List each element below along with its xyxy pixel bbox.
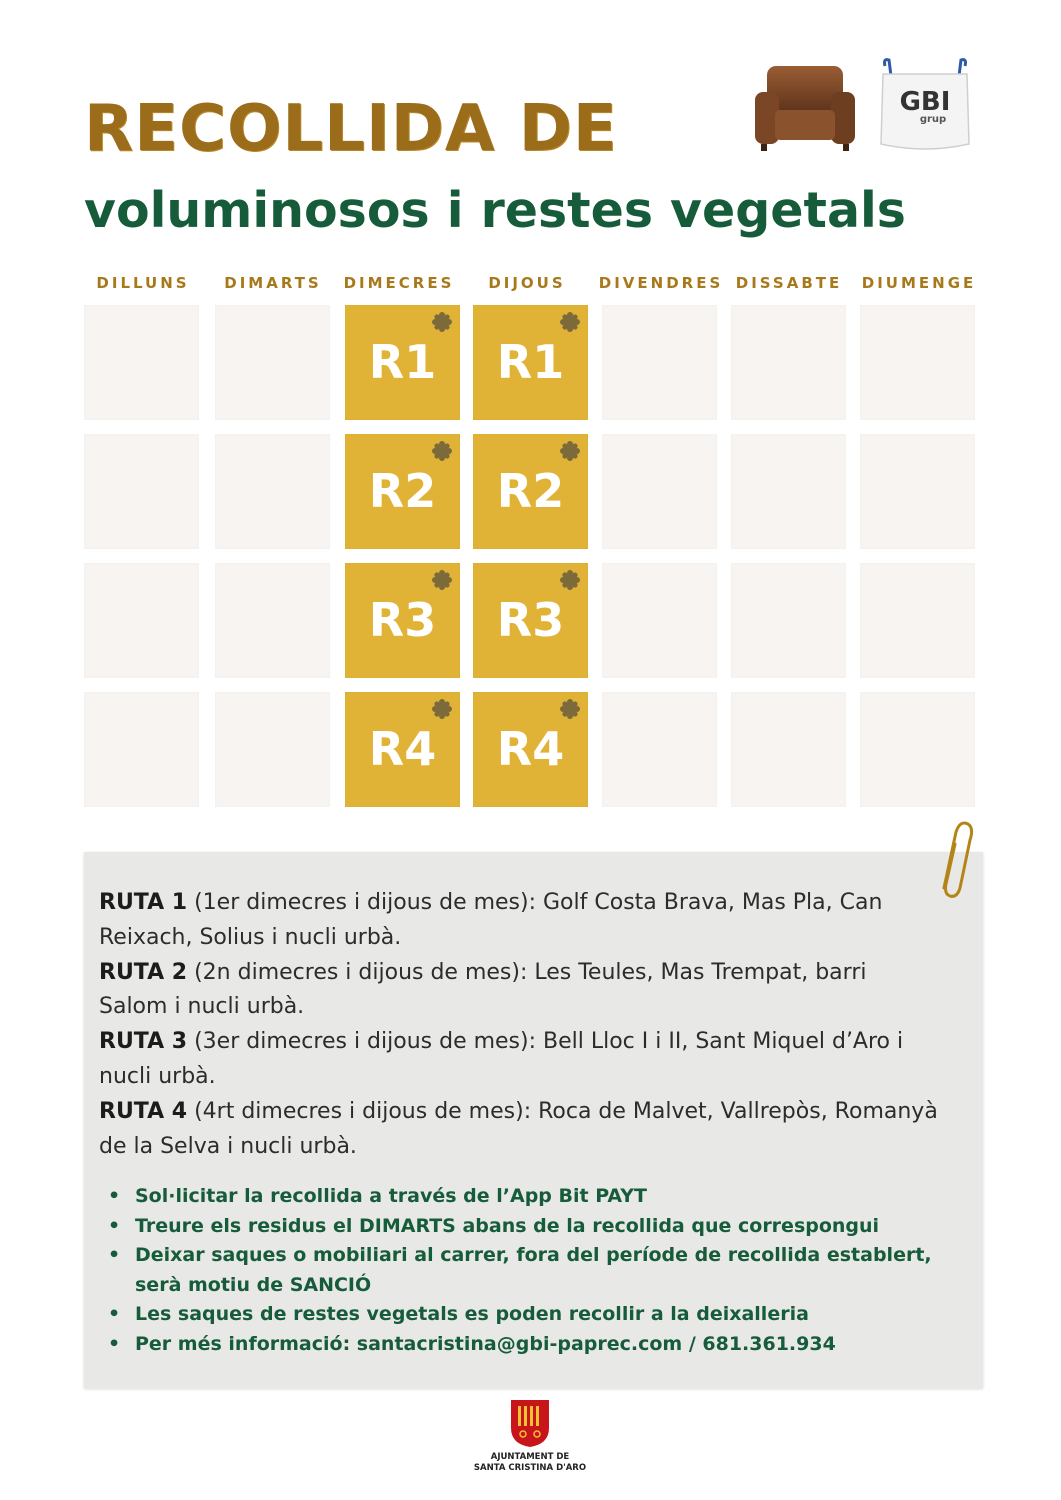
empty-day-cell xyxy=(84,563,199,678)
notes-list xyxy=(108,1182,968,1359)
gbi-logo-sub: grup xyxy=(919,114,947,125)
empty-day-cell xyxy=(215,692,330,807)
empty-day-cell xyxy=(860,305,975,420)
note-item: • Les saques de restes vegetals es poden recollir a la deixalleria xyxy=(108,1300,968,1330)
route-cell-label: R2 xyxy=(496,464,565,518)
route-3-text: (3er dimecres i dijous de mes): Bell Lloc I i II, Sant Miquel d’Aro i nucli urbà. xyxy=(99,1029,904,1089)
empty-day-cell xyxy=(84,692,199,807)
flower-stamp-icon xyxy=(559,698,581,720)
day-header-dimarts: DIMARTS xyxy=(224,274,322,292)
empty-day-cell xyxy=(215,563,330,678)
title-line-2: voluminosos i restes vegetals xyxy=(84,182,906,239)
empty-day-cell xyxy=(602,563,717,678)
route-cell-label: R2 xyxy=(368,464,437,518)
armchair-icon xyxy=(753,62,857,152)
routes-list xyxy=(99,886,939,1164)
flower-stamp-icon xyxy=(559,440,581,462)
route-cell-label: R1 xyxy=(496,335,565,389)
route-cell xyxy=(473,305,588,420)
route-1 xyxy=(99,886,939,956)
empty-day-cell xyxy=(84,305,199,420)
route-2-text: (2n dimecres i dijous de mes): Les Teules, Mas Trempat, barri Salom i nucli urbà. xyxy=(99,959,867,1020)
route-cell xyxy=(345,692,460,807)
note-item: • Treure els residus el DIMARTS abans de la recollida que correspongui xyxy=(108,1212,968,1242)
empty-day-cell xyxy=(731,563,846,678)
day-header-diumenge: DIUMENGE xyxy=(861,274,977,292)
note-item: • Per més informació: santacristina@gbi-paprec.com / 681.361.934 xyxy=(108,1330,968,1360)
day-header-dissabte: DISSABTE xyxy=(735,274,843,292)
empty-day-cell xyxy=(215,305,330,420)
empty-day-cell xyxy=(860,692,975,807)
empty-day-cell xyxy=(602,434,717,549)
route-1-text: (1er dimecres i dijous de mes): Golf Costa Brava, Mas Pla, Can Reixach, Solius i nucli urbà. xyxy=(99,890,883,950)
empty-day-cell xyxy=(602,692,717,807)
empty-day-cell xyxy=(215,434,330,549)
note-item: • Deixar saques o mobiliari al carrer, fora del període de recollida establert, serà motiu de SANCIÓ xyxy=(108,1241,968,1300)
route-cell xyxy=(473,563,588,678)
route-cell xyxy=(345,305,460,420)
municipal-crest-icon xyxy=(509,1398,551,1448)
title-line-1: RECOLLIDA DE xyxy=(84,92,618,166)
day-header-divendres: DIVENDRES xyxy=(598,274,724,292)
route-4-text: (4rt dimecres i dijous de mes): Roca de Malvet, Vallrepòs, Romanyà de la Selva i nucli urbà. xyxy=(99,1098,938,1159)
route-cell-label: R3 xyxy=(496,593,565,647)
route-3 xyxy=(99,1025,939,1095)
flower-stamp-icon xyxy=(559,569,581,591)
route-cell xyxy=(473,434,588,549)
empty-day-cell xyxy=(731,692,846,807)
info-note xyxy=(84,852,983,1388)
route-cell xyxy=(345,434,460,549)
note-item: • Sol·licitar la recollida a través de l’App Bit PAYT xyxy=(108,1182,968,1212)
route-4-name: RUTA 4 xyxy=(99,1098,188,1124)
empty-day-cell xyxy=(860,563,975,678)
flower-stamp-icon xyxy=(431,440,453,462)
route-3-name: RUTA 3 xyxy=(99,1029,188,1055)
municipality-line-1: AJUNTAMENT DE xyxy=(490,1452,570,1462)
route-cell-label: R4 xyxy=(368,722,437,776)
empty-day-cell xyxy=(731,434,846,549)
municipality-line-2: SANTA CRISTINA D'ARO xyxy=(473,1463,587,1473)
empty-day-cell xyxy=(84,434,199,549)
gbi-logo-text: GBI xyxy=(899,87,951,117)
route-2-name: RUTA 2 xyxy=(99,959,188,985)
empty-day-cell xyxy=(602,305,717,420)
municipality-name xyxy=(430,1452,630,1474)
route-cell-label: R4 xyxy=(496,722,565,776)
route-cell-label: R1 xyxy=(368,335,437,389)
route-cell xyxy=(345,563,460,678)
empty-day-cell xyxy=(731,305,846,420)
flower-stamp-icon xyxy=(559,311,581,333)
route-1-name: RUTA 1 xyxy=(99,890,188,915)
route-cell xyxy=(473,692,588,807)
day-header-dilluns: DILLUNS xyxy=(96,274,190,292)
gbi-bag-icon xyxy=(877,56,973,154)
flower-stamp-icon xyxy=(431,698,453,720)
flower-stamp-icon xyxy=(431,311,453,333)
route-4 xyxy=(99,1095,939,1165)
route-2 xyxy=(99,956,939,1026)
paperclip-icon xyxy=(930,818,976,902)
day-header-dimecres: DIMECRES xyxy=(343,274,455,292)
route-cell-label: R3 xyxy=(368,593,437,647)
day-header-dijous: DIJOUS xyxy=(488,274,566,292)
empty-day-cell xyxy=(860,434,975,549)
flower-stamp-icon xyxy=(431,569,453,591)
